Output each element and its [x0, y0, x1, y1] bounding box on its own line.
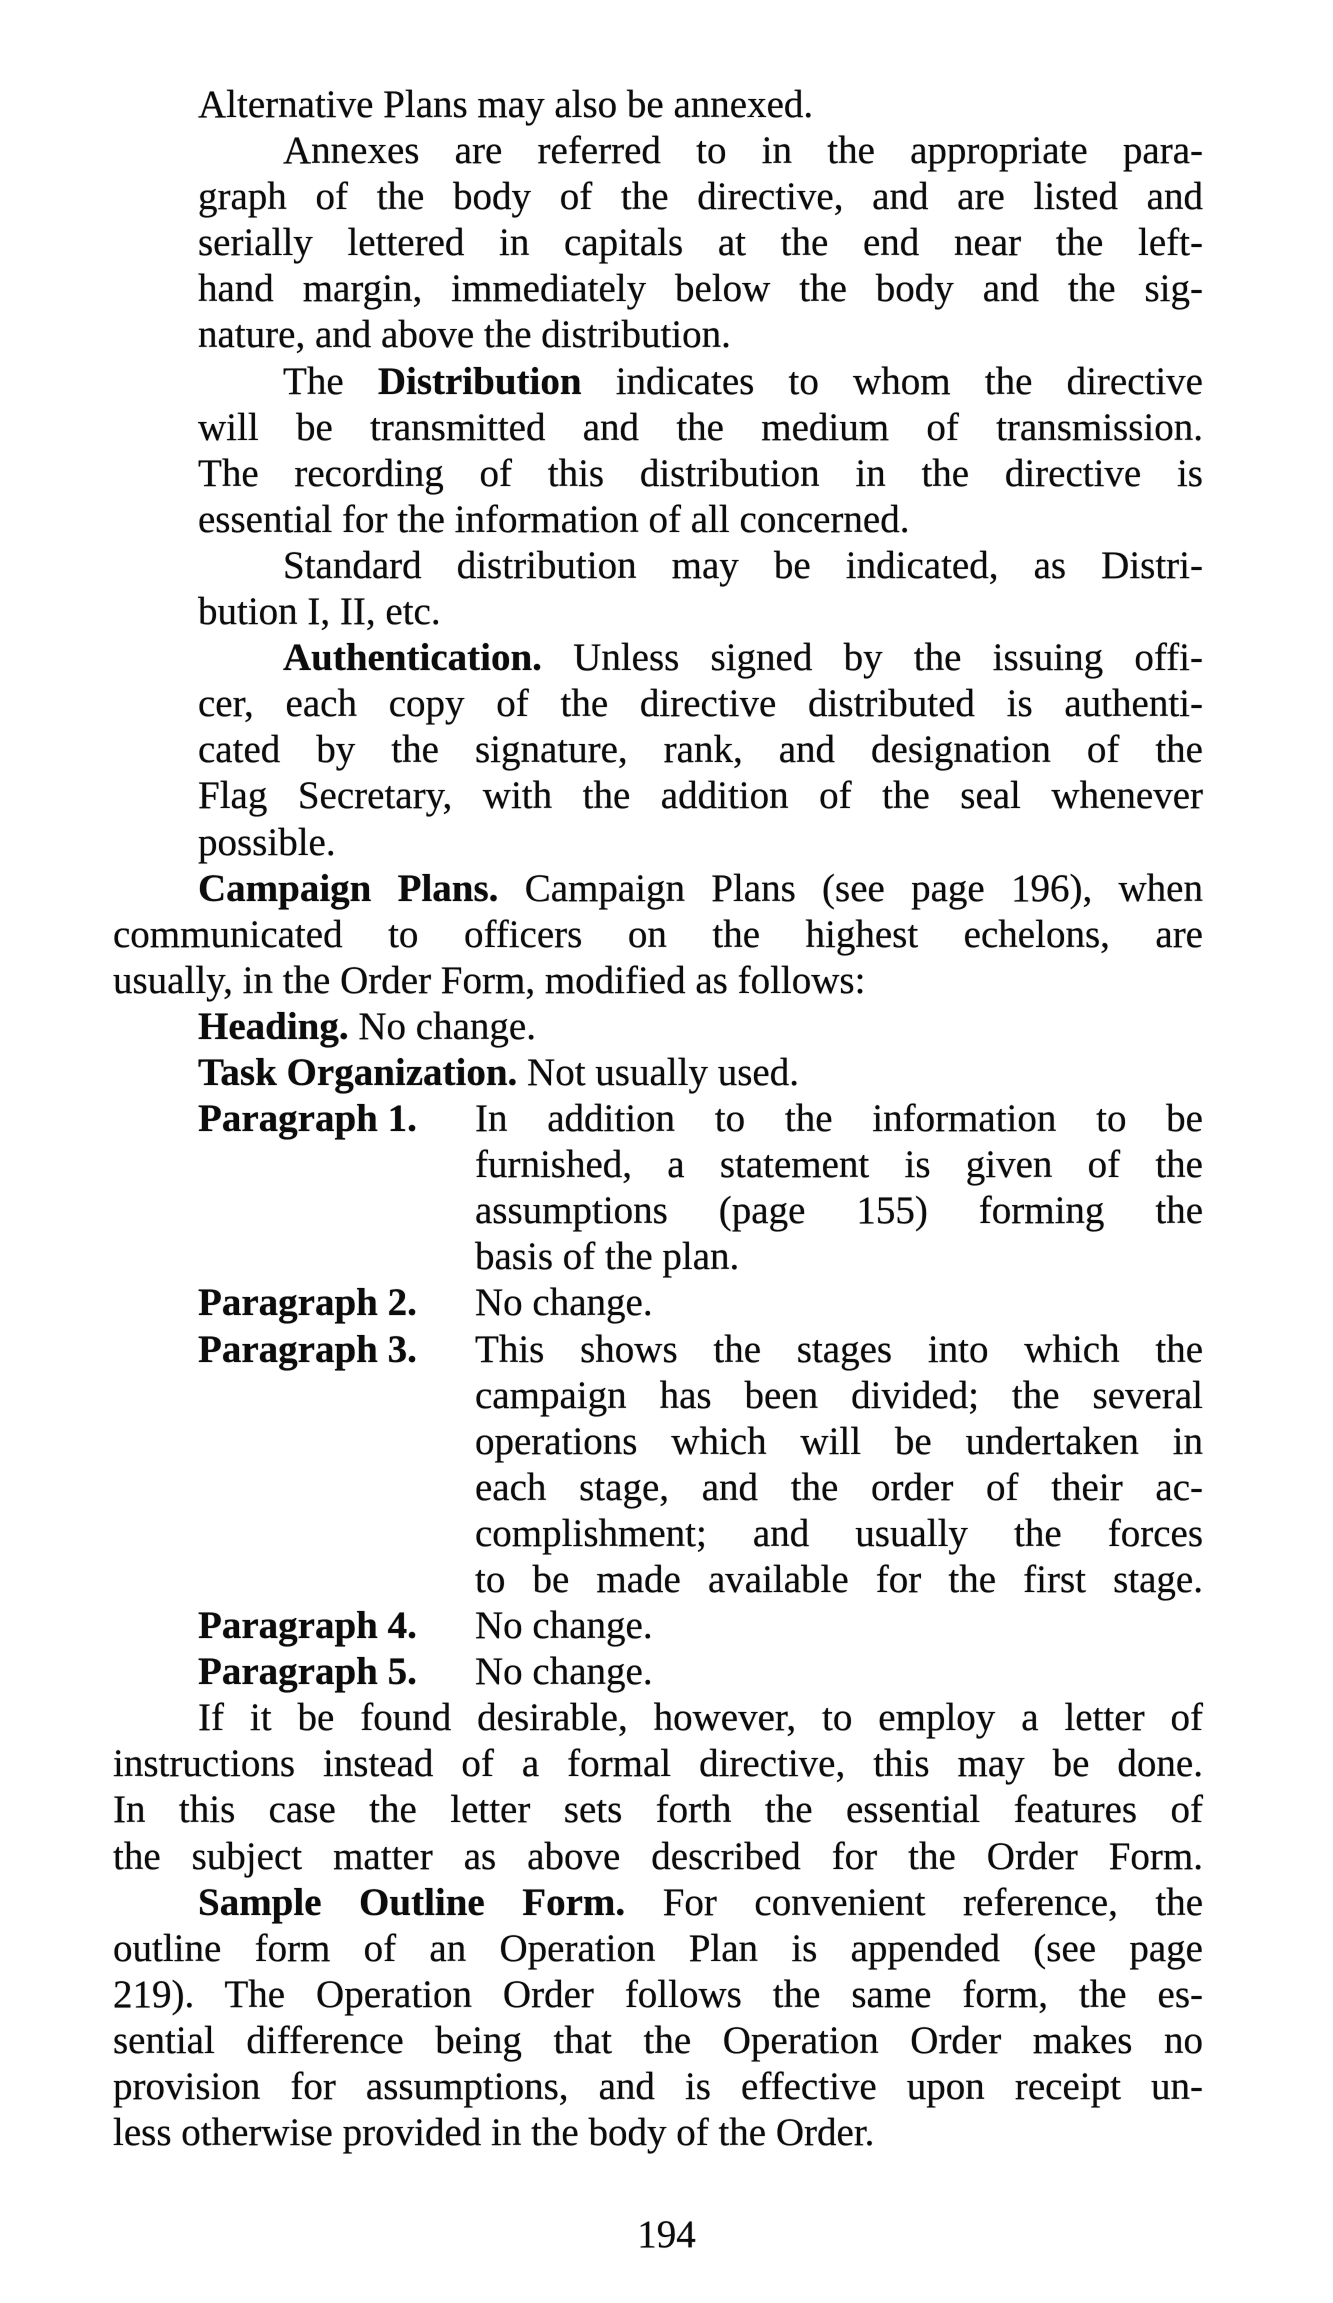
text-line — [198, 451, 1203, 497]
text-line — [283, 359, 1203, 405]
text-run: each stage, and the order of their ac- — [475, 1465, 1203, 1509]
paragraph-label: Paragraph 4. — [198, 1604, 417, 1648]
text-line — [475, 1188, 1203, 1234]
text-line — [283, 635, 1203, 681]
text-run: nature, and above the distribution. — [198, 313, 731, 357]
text-run: Annexes are referred to in the appropriate para- — [283, 129, 1203, 173]
text-line — [198, 1050, 1203, 1096]
text-run: No change. — [475, 1604, 653, 1648]
text-run: less otherwise provided in the body of the Order. — [113, 2111, 875, 2155]
text-line — [113, 2018, 1203, 2064]
text-line — [283, 543, 1203, 589]
text-run: furnished, a statement is given of the — [475, 1143, 1203, 1187]
text-line — [198, 405, 1203, 451]
text-line — [113, 2064, 1203, 2110]
text-line — [198, 266, 1203, 312]
paragraph-label: Paragraph 5. — [198, 1650, 417, 1694]
text-run: If it be found desirable, however, to employ a letter of — [198, 1696, 1203, 1740]
text-line — [113, 1787, 1203, 1833]
bold-text-run: Heading. — [198, 1004, 349, 1048]
text-run: communicated to officers on the highest echelons, are — [113, 912, 1203, 956]
text-line — [475, 1142, 1203, 1188]
text-line — [475, 1465, 1203, 1511]
text-run: The recording of this distribution in the directive is — [198, 451, 1203, 495]
text-line — [475, 1419, 1203, 1465]
text-run: The — [283, 359, 378, 403]
text-run: will be transmitted and the medium of transmission. — [198, 405, 1203, 449]
text-line — [198, 497, 1203, 543]
bold-text-run: Sample Outline Form. — [198, 1880, 626, 1924]
text-run: Alternative Plans may also be annexed. — [198, 83, 814, 126]
text-run: No change. — [475, 1650, 653, 1694]
text-run: essential for the information of all concerned. — [198, 497, 910, 541]
text-line — [198, 681, 1203, 727]
text-line — [113, 1834, 1203, 1880]
text-run: sential difference being that the Operation Order makes no — [113, 2018, 1203, 2062]
text-run: hand margin, immediately below the body and the sig- — [198, 267, 1203, 311]
text-run: instructions instead of a formal directive, this may be done. — [113, 1742, 1203, 1786]
text-line — [113, 2110, 1203, 2156]
text-run: No change. — [475, 1281, 653, 1325]
text-line — [113, 1741, 1203, 1787]
text-run: bution I, II, etc. — [198, 590, 441, 634]
text-run: Unless signed by the issuing offi- — [541, 636, 1203, 680]
text-line — [113, 958, 1203, 1004]
text-line — [198, 773, 1203, 819]
text-run: 219). The Operation Order follows the same form, the es- — [113, 1972, 1203, 2016]
text-run: This shows the stages into which the — [475, 1327, 1203, 1371]
text-run: Campaign Plans (see page 196), when — [498, 866, 1203, 910]
text-run: Flag Secretary, with the addition of the seal whenever — [198, 774, 1203, 818]
text-run: campaign has been divided; the several — [475, 1373, 1203, 1417]
paragraph-label: Paragraph 1. — [198, 1097, 417, 1141]
bold-text-run: Task Organization. — [198, 1050, 518, 1094]
page-number: 194 — [637, 2213, 696, 2256]
text-line — [198, 727, 1203, 773]
text-line — [198, 820, 1203, 866]
page-text — [0, 82, 1333, 2156]
text-line — [113, 1926, 1203, 1972]
text-line — [198, 1004, 1203, 1050]
text-line — [198, 1327, 1203, 1373]
text-run: cated by the signature, rank, and designation of the — [198, 728, 1203, 772]
text-run: serially lettered in capitals at the end near the left- — [198, 221, 1203, 265]
text-run: No change. — [348, 1004, 536, 1048]
text-line — [198, 1880, 1203, 1926]
text-line — [198, 174, 1203, 220]
text-run: basis of the plan. — [475, 1235, 740, 1279]
text-line — [113, 912, 1203, 958]
bold-text-run: Authentication. — [283, 636, 542, 680]
text-run: the subject matter as above described for the Order Form. — [113, 1834, 1203, 1878]
text-line — [198, 1280, 1203, 1326]
text-run: outline form of an Operation Plan is appended (see page — [113, 1926, 1203, 1970]
text-line — [113, 1972, 1203, 2018]
paragraph-label: Paragraph 2. — [198, 1281, 417, 1325]
text-run: usually, in the Order Form, modified as follows: — [113, 958, 866, 1002]
text-run: Standard distribution may be indicated, as Distri- — [283, 543, 1203, 587]
text-line — [198, 220, 1203, 266]
bold-text-run: Distribution — [377, 359, 582, 403]
text-line — [475, 1511, 1203, 1557]
text-run: For convenient reference, the — [625, 1880, 1203, 1924]
text-run: provision for assumptions, and is effective upon receipt un- — [113, 2065, 1203, 2109]
text-run: assumptions (page 155) forming the — [475, 1189, 1203, 1233]
bold-text-run: Campaign Plans. — [198, 866, 499, 910]
text-run: complishment; and usually the forces — [475, 1511, 1203, 1555]
text-line — [198, 1096, 1203, 1142]
text-line — [198, 82, 1203, 128]
text-run: Not usually used. — [517, 1050, 799, 1094]
text-line — [198, 1695, 1203, 1741]
text-run: In addition to the information to be — [475, 1097, 1203, 1141]
text-run: possible. — [198, 820, 336, 864]
text-run: cer, each copy of the directive distributed is authenti- — [198, 682, 1203, 726]
text-run: indicates to whom the directive — [581, 359, 1203, 403]
text-line — [198, 1603, 1203, 1649]
text-run: graph of the body of the directive, and are listed and — [198, 175, 1203, 219]
text-line — [475, 1557, 1203, 1603]
text-run: operations which will be undertaken in — [475, 1419, 1203, 1463]
text-run: to be made available for the first stage. — [475, 1558, 1203, 1601]
text-run: In this case the letter sets forth the essential features of — [113, 1788, 1203, 1832]
text-line — [198, 1649, 1203, 1695]
text-line — [475, 1373, 1203, 1419]
text-line — [198, 589, 1203, 635]
text-line — [475, 1234, 1203, 1280]
text-line — [283, 128, 1203, 174]
text-line — [198, 312, 1203, 358]
text-line — [198, 866, 1203, 912]
paragraph-label: Paragraph 3. — [198, 1327, 417, 1371]
